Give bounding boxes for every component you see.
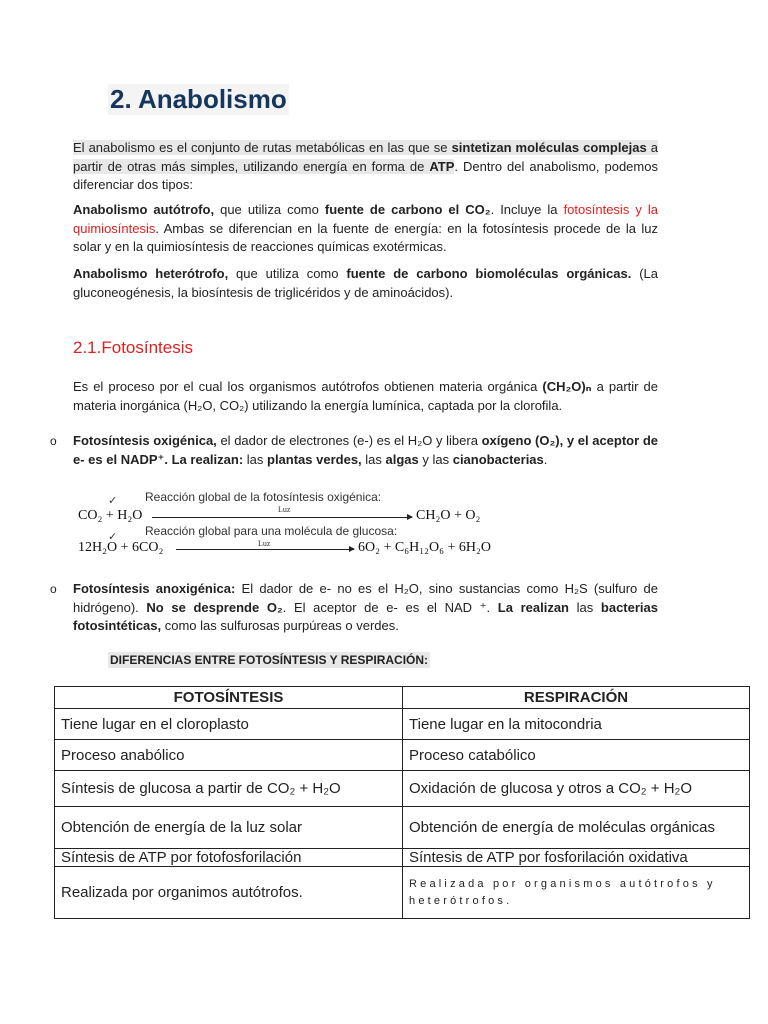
anoxigenica-bold-1: Fotosíntesis anoxigénica:	[73, 581, 236, 596]
fotosintesis-definition	[73, 378, 658, 415]
intro-text-1: El anabolismo es el conjunto de rutas metabólicas en las que se	[73, 140, 452, 155]
equation-2-right: 6O₂ + C₆H₁₂O₆ + 6H₂O	[358, 540, 491, 555]
table-cell: Tiene lugar en el cloroplasto	[55, 709, 403, 740]
autotrofo-text-3: . Ambas se diferencian en la fuente de energía: en la fotosíntesis procede de la luz solar y en la quimiosíntesis de reacciones químicas exotérmicas.	[73, 220, 658, 254]
autotrofo-text-2: . Incluye la	[490, 202, 564, 217]
table-row	[55, 740, 750, 771]
heterotrofo-paragraph	[73, 265, 658, 302]
table-cell: Síntesis de ATP por fotofosforilación	[55, 849, 403, 867]
intro-bold-2: ATP	[429, 158, 455, 174]
table-row	[55, 849, 750, 867]
def-text-2: a partir de materia inorgánica (H₂O, CO₂) utilizando la energía lumínica, captada por la clorofila.	[73, 379, 658, 413]
table-row	[55, 807, 750, 849]
oxigenica-text-5: .	[543, 451, 548, 467]
heterotrofo-text-1: que utiliza como	[228, 266, 347, 281]
oxigenica-text-4: y las	[418, 451, 453, 467]
intro-text-3: . Dentro del anabolismo, podemos diferenciar dos tipos:	[73, 158, 658, 192]
equation-1-luz: Luz	[278, 505, 291, 514]
table-row	[55, 771, 750, 807]
anoxigenica-paragraph	[73, 580, 658, 636]
oxigenica-text-1: el dador de electrones (e-) es el H₂O y libera	[216, 433, 482, 448]
oxigenica-bold-3: plantas verdes,	[267, 451, 362, 467]
equation-note-2: Reacción global para una molécula de glucosa:	[145, 524, 398, 538]
def-text-1: Es el proceso por el cual los organismos autótrofos obtienen materia orgánica	[73, 379, 543, 394]
table-row	[55, 709, 750, 740]
autotrofo-text-1: que utiliza como	[214, 202, 325, 217]
table-cell: Síntesis de ATP por fosforilación oxidativa	[403, 849, 750, 867]
heterotrofo-text-2: (La gluconeogénesis, la biosíntesis de triglicéridos y de aminoácidos).	[73, 266, 659, 300]
oxigenica-bold-5: cianobacterias	[452, 451, 544, 467]
table-cell: Realizada por organismos autótrofos y heterótrofos.	[403, 867, 750, 919]
oxigenica-paragraph	[73, 432, 658, 469]
oxigenica-bold-2: oxígeno (O₂), y el aceptor de e- es el NADP⁺. La realizan:	[73, 433, 658, 467]
equation-2-arrow	[176, 549, 354, 550]
column-header-respiracion: RESPIRACIÓN	[403, 687, 750, 709]
heterotrofo-bold-2: fuente de carbono biomoléculas orgánicas.	[346, 266, 632, 281]
heterotrofo-bold-1: Anabolismo heterótrofo,	[73, 266, 229, 281]
equation-1-arrow	[152, 517, 412, 518]
equation-1-right: CH₂O + O₂	[416, 508, 481, 523]
table-cell: Oxidación de glucosa y otros a CO₂ + H₂O	[403, 771, 750, 807]
oxigenica-text-2: las	[243, 451, 267, 467]
intro-paragraph	[73, 139, 658, 195]
anoxigenica-text-2: . El aceptor de e- es el NAD ⁺.	[282, 599, 498, 615]
intro-text-2: a partir de otras más simples, utilizando energía en forma de	[73, 140, 658, 174]
table-header-row	[55, 687, 750, 709]
intro-bold-1: sintetizan moléculas complejas	[451, 140, 647, 155]
equation-note-1: Reacción global de la fotosíntesis oxigénica:	[145, 490, 382, 504]
autotrofo-red-text: fotosíntesis y la quimiosíntesis	[73, 202, 658, 236]
anoxigenica-bold-2: No se desprende O₂	[146, 599, 283, 615]
anoxigenica-bold-4: bacterias fotosintéticas,	[73, 599, 658, 633]
check-icon: ✓	[108, 531, 118, 543]
anoxigenica-text-3: las	[569, 599, 601, 615]
anoxigenica-text-1: El dador de e- no es el H₂O, sino sustancias como H₂S (sulfuro de hidrógeno).	[73, 581, 658, 615]
anoxigenica-bold-3: La realizan	[497, 599, 570, 615]
autotrofo-paragraph	[73, 201, 658, 257]
subsection-title: 2.1.Fotosíntesis	[73, 338, 194, 357]
equation-1-left: CO₂ + H₂O	[78, 508, 143, 523]
table-cell: Proceso anabólico	[55, 740, 403, 771]
autotrofo-bold-1: Anabolismo autótrofo,	[73, 202, 215, 217]
oxigenica-bold-4: algas	[385, 451, 419, 467]
section-title: 2. Anabolismo	[110, 84, 287, 114]
table-cell: Obtención de energía de la luz solar	[55, 807, 403, 849]
table-cell: Proceso catabólico	[403, 740, 750, 771]
bullet-icon: o	[50, 434, 57, 448]
column-header-fotosintesis: FOTOSÍNTESIS	[55, 687, 403, 709]
oxigenica-bold-1: Fotosíntesis oxigénica,	[73, 433, 217, 448]
equation-2-left: 12H₂O + 6CO₂	[78, 540, 164, 555]
table-cell: Obtención de energía de moléculas orgánicas	[403, 807, 750, 849]
table-row	[55, 867, 750, 919]
check-icon: ✓	[108, 495, 118, 507]
comparison-table	[54, 686, 750, 919]
def-bold-1: (CH₂O)ₙ	[542, 379, 592, 394]
table-cell: Síntesis de glucosa a partir de CO₂ + H₂O	[55, 771, 403, 807]
diferencias-heading: DIFERENCIAS ENTRE FOTOSÍNTESIS Y RESPIRACIÓN:	[110, 653, 429, 667]
table-cell: Tiene lugar en la mitocondria	[403, 709, 750, 740]
equation-2-luz: Luz	[258, 539, 271, 548]
anoxigenica-text-4: como las sulfurosas purpúreas o verdes.	[161, 618, 399, 633]
autotrofo-bold-2: fuente de carbono el CO₂	[324, 202, 491, 217]
table-cell: Realizada por organimos autótrofos.	[55, 867, 403, 919]
bullet-icon: o	[50, 582, 57, 596]
oxigenica-text-3: las	[361, 451, 386, 467]
